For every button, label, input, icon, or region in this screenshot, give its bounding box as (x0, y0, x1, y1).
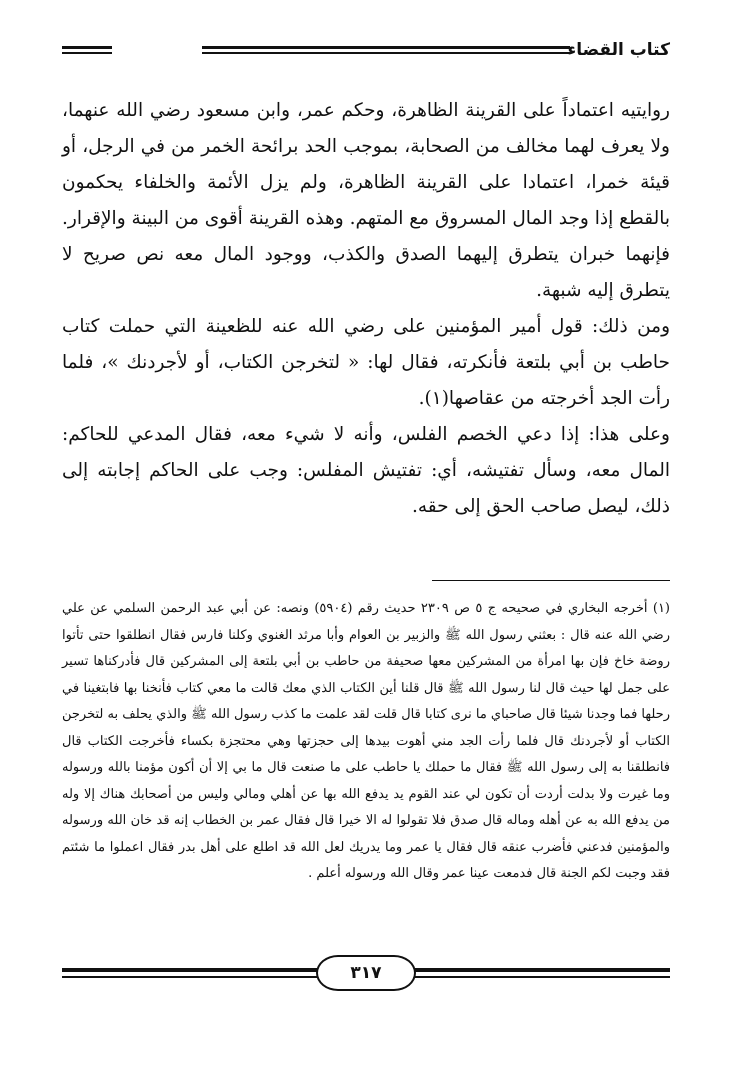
header-rule-thick (62, 46, 112, 49)
header-rule-long-thin (202, 52, 570, 54)
footnote (62, 596, 670, 888)
header-rule-thin (62, 52, 112, 54)
page-number: ٣١٧ (316, 955, 416, 991)
header-rule-long-thick (202, 46, 570, 49)
footnote-separator (432, 580, 670, 581)
header-title: كتاب القضاء (567, 40, 670, 60)
paragraph: روايتيه اعتماداً على القرينة الظاهرة، وحكم عمر، وابن مسعود رضي الله عنهما، ولا يعرف لهما مخالف من الصحابة، بموجب الحد برائحة الخمر من في الرجل، أو قيئة خمرا، اعتمادا على القرينة الظاهرة، ولم يزل الأئمة والخلفاء يحكمون بالقطع إذا وجد المال المسروق مع المتهم. وهذه القرينة أقوى من البينة والإقرار. فإنهما خبران يتطرق إليهما الصدق والكذب، ووجود المال معه نص صريح لا يتطرق إليه شبهة. (62, 100, 670, 301)
paragraph: وعلى هذا: إذا دعي الخصم الفلس، وأنه لا شيء معه، فقال المدعي للحاكم: المال معه، وسأل تفتيشه، أي: تفتيش المفلس: وجب على الحاكم إجابته إلى ذلك، ليصل صاحب الحق إلى حقه. (62, 424, 670, 517)
footnote-text: (١) أخرجه البخاري في صحيحه ج ٥ ص ٢٣٠٩ حديث رقم (٥٩٠٤) ونصه: عن أبي عبد الرحمن السلمي عن علي رضي الله عنه قال : بعثني رسول الله ﷺ والزبير بن العوام وأبا مرثد الغنوي وكلنا فارس فقال انطلقوا حتى تأتوا روضة خاخ فإن بها امرأة من المشركين معها صحيفة من حاطب بن أبي بلتعة إلى المشركين قال فأدركناها تسير على جمل لها حيث قال لنا رسول الله ﷺ قال قلنا أين الكتاب الذي معك قالت ما معي كتاب فأنخنا بها فابتغينا في رحلها فما وجدنا شيئا قال صاحباي ما نرى كتابا قال قلت لقد علمت ما كذب رسول الله ﷺ والذي يحلف به لتخرجن الكتاب أو لأجردنك قال فلما رأت الجد مني أهوت بيدها إلى حجزتها وهي محتجزة بكساء فأخرجت الكتاب قال فانطلقنا به إلى رسول الله ﷺ فقال ما حملك يا حاطب على ما صنعت قال ما بي إلا أن أكون مؤمنا بالله ورسوله وما غيرت ولا بدلت أردت أن تكون لي عند القوم يد يدفع الله بها عن أهلي ومالي وليس من أصحابك هناك إلا وله من يدفع الله به عن أهله وماله قال صدق فلا تقولوا له الا خيرا قال فقال عمر بن الخطاب إنه قد خان الله ورسوله والمؤمنين فدعني فأضرب عنقه قال فقال يا عمر وما يدريك لعل الله قد اطلع على أهل بدر فقال اعملوا ما شئتم فقد وجبت لكم الجنة قال فدمعت عينا عمر وقال الله ورسوله أعلم . (62, 601, 670, 881)
main-text (62, 93, 670, 525)
page-footer (62, 955, 670, 995)
running-header (62, 38, 670, 62)
paragraph: ومن ذلك: قول أمير المؤمنين على رضي الله عنه للظعينة التي حملت كتاب حاطب بن أبي بلتعة فأنكرته، فقال لها: « لتخرجن الكتاب، أو لأجردنك »، فلما رأت الجد أخرجته من عقاصها(١). (62, 316, 670, 409)
